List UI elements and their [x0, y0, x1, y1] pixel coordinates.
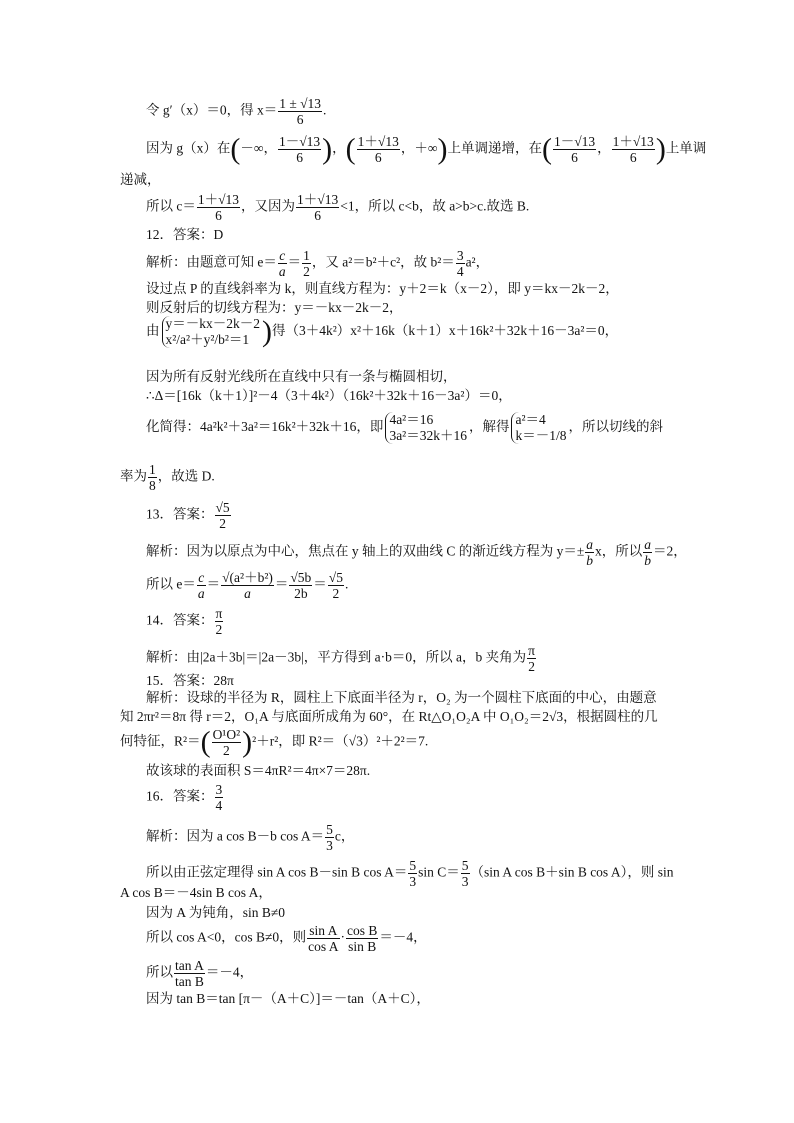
text: 故该球的表面积 S＝4πR²＝4π×7＝28π. [146, 763, 371, 778]
fraction [278, 248, 287, 279]
numerator: √(a²＋b²) [222, 570, 273, 585]
answer-heading [146, 227, 223, 243]
numerator: 1＋√13 [612, 134, 654, 149]
numerator: tan A [175, 958, 204, 973]
text: ＝－4， [379, 929, 427, 945]
text: 由 [146, 323, 160, 339]
fraction [215, 500, 231, 531]
denominator: 2 [215, 622, 223, 637]
text: ∴Δ＝[16k（k＋1）]²－4（3＋4k²）（16k²＋32k＋16－3a²）＝0， [146, 388, 512, 403]
text: 得（3＋4k²）x²＋16k（k＋1）x＋16k²＋32k＋16－3a²＝0， [272, 323, 619, 339]
text: ＝2， [653, 543, 687, 559]
text-line [146, 763, 370, 779]
fraction [527, 643, 536, 674]
denominator: b [586, 553, 594, 568]
text: 上单调 [665, 140, 707, 156]
numerator: a [586, 537, 594, 552]
fraction [289, 570, 312, 601]
fraction [215, 782, 224, 813]
numerator: sin A [307, 923, 339, 939]
denominator: tan B [175, 974, 204, 989]
text-line [146, 248, 489, 279]
numerator: √5 [215, 500, 230, 515]
fraction [307, 923, 339, 954]
text: sin C＝ [418, 864, 460, 880]
equation-system [385, 412, 467, 444]
fraction [212, 727, 242, 758]
text-line [146, 958, 253, 989]
denominator: 6 [296, 112, 304, 127]
text: A cos B＝－4sin B cos A， [120, 885, 272, 900]
denominator: b [644, 553, 652, 568]
text: 13．答案： [146, 506, 214, 522]
numerator: c [279, 248, 286, 263]
text-line [146, 822, 354, 853]
text: 则反射后的切线方程为：y＝－kx－2k－2， [146, 300, 403, 315]
denominator: 3 [326, 838, 333, 853]
text-line [146, 281, 619, 297]
text: c， [334, 828, 355, 844]
numerator: 1 [303, 248, 310, 263]
text: 解析：由|2a＋3b|＝|2a－3b|，平方得到 a·b＝0，所以 a，b 夹角为 [146, 649, 527, 665]
numerator: 5 [326, 822, 333, 837]
fraction [215, 606, 224, 637]
text-line: 所以 e＝ $\frac{c}{a}$ ＝ $\frac{\text{√(a²＋b²)}}{a}$ ＝ $\frac{√5b}{2b}$ ＝ $\frac{√5}{2}$ . [146, 570, 349, 601]
denominator: 2 [219, 516, 226, 531]
text-line [120, 172, 161, 188]
text: 所以 [146, 964, 173, 980]
numerator: c [198, 570, 205, 585]
text: 率为 [120, 468, 147, 484]
text: 所以 c＝ [146, 198, 196, 214]
text: ＝ [287, 254, 302, 270]
fraction [221, 570, 274, 601]
text-line [146, 690, 657, 706]
text: x，所以 [595, 543, 643, 559]
denominator: a [197, 586, 205, 601]
fraction [346, 923, 378, 954]
text: 令 g′（x）＝0，得 x＝ [146, 102, 278, 118]
denominator: 3 [461, 874, 469, 889]
text-line [120, 709, 658, 725]
denominator: 6 [314, 208, 321, 223]
text-line: 令 g′（x）＝0，得 x＝ $\frac{1 \pm √13}{6}$ . [146, 96, 327, 127]
text-line [146, 300, 403, 316]
text: 上单调递增，在 [447, 140, 542, 156]
numerator: 1＋√13 [357, 134, 399, 149]
text: ²＋r²，即 R²＝（√3）²＋2²＝7. [252, 733, 429, 749]
denominator: a [278, 264, 286, 279]
text-line: 由 y＝－kx－2k－2 x²/a²＋y²/b²＝1 )得（3＋4k²）x²＋16k（k＋1）x＋16k²＋32k＋16－3a²＝0， [146, 315, 619, 348]
numerator: 5 [409, 858, 417, 873]
text: 14．答案： [146, 612, 214, 628]
text: ，又因为 [241, 198, 296, 214]
denominator: 6 [296, 150, 303, 165]
denominator: 6 [629, 150, 637, 165]
text-line [146, 412, 663, 444]
text-line [146, 537, 687, 568]
fraction [357, 134, 400, 165]
numerator: cos B [347, 923, 378, 938]
fraction [553, 134, 596, 165]
numerator: 5 [461, 858, 469, 873]
text-line [146, 369, 457, 385]
text-line [146, 905, 285, 921]
denominator: 4 [456, 264, 464, 279]
denominator: 8 [149, 478, 156, 493]
text: ，所以切线的斜 [568, 419, 663, 435]
fraction [461, 858, 470, 889]
text: 12．答案：D [146, 227, 224, 242]
fraction [585, 537, 594, 568]
text: 因为 tan B＝tan [π－（A＋C）]＝－tan（A＋C）， [146, 991, 430, 1006]
numerator: 3 [456, 248, 464, 263]
text: 因为 g（x）在 [146, 140, 231, 156]
numerator: 1－√13 [553, 134, 596, 149]
equation: a²＝4 [515, 412, 546, 427]
text: <1，所以 c<b，故 a>b>c.故选 B. [340, 198, 530, 214]
text-line [146, 643, 537, 674]
numerator: 3 [215, 782, 223, 797]
numerator: 1＋√13 [297, 192, 339, 207]
text: ，＋∞ [400, 140, 438, 156]
text-line [120, 885, 272, 901]
denominator: 4 [215, 798, 223, 813]
text: 化简得：4a²k²＋3a²＝16k²＋32k＋16，即 [146, 419, 384, 435]
denominator: 6 [374, 150, 382, 165]
fraction [302, 248, 311, 279]
numerator: O¹O² [212, 727, 241, 742]
text: 因为 A 为钝角，sin B≠0 [146, 905, 286, 920]
text: 解析：设球的半径为 R，圆柱上下底面半径为 r，O₂ 为一个圆柱下底面的中心，由题意 [146, 690, 657, 705]
text: 递减， [120, 172, 161, 187]
text-line: 所以 cos A<0，cos B≠0，则 $\frac{\text{sin A}}{\text{cos A}}$ · $\frac{\text{cos B}}{\text{sin B}}$ ＝－4， [146, 923, 427, 954]
answer-heading [146, 782, 224, 813]
text: 解析：由题意可知 e＝ [146, 254, 277, 270]
fraction [197, 192, 240, 223]
numerator: 1 [149, 462, 156, 477]
fraction [612, 134, 655, 165]
equation: 4a²＝16 [389, 412, 434, 427]
text: 16．答案： [146, 788, 214, 804]
denominator: 6 [571, 150, 578, 165]
text: 解析：因为以原点为中心，焦点在 y 轴上的双曲线 C 的渐近线方程为 y＝± [146, 543, 585, 559]
text-line [120, 462, 215, 493]
numerator: a [644, 537, 652, 552]
numerator: 1 ± √13 [279, 96, 322, 111]
equation-system [511, 412, 566, 444]
fraction [148, 462, 157, 493]
text-line [146, 192, 529, 223]
fraction [643, 537, 652, 568]
numerator: π [215, 606, 223, 621]
denominator: 3 [409, 874, 417, 889]
fraction [325, 822, 334, 853]
text: ，故选 D. [157, 468, 215, 484]
numerator: π [528, 643, 535, 658]
fraction [174, 958, 205, 989]
denominator: 2 [303, 264, 310, 279]
denominator: sin B [348, 939, 377, 954]
text: 解析：因为 a cos B－b cos A＝ [146, 828, 325, 844]
denominator: 2 [332, 586, 340, 601]
numerator: 1－√13 [279, 134, 321, 149]
denominator: a [244, 586, 251, 601]
answer-heading [146, 673, 234, 689]
fraction [408, 858, 417, 889]
text: 15．答案：28π [146, 673, 234, 688]
equation: x²/a²＋y²/b²＝1 [165, 332, 250, 347]
text: ＝－4， [205, 964, 254, 980]
text-line: 因为 g（x）在(－∞， $\frac{1-√13}{6}$ )，( $\frac{1+√13}{6}$ ，＋∞)上单调递增，在( $\frac{1-√13}{6}$ ， $\frac{1+√13}{6}$ )上单调 [146, 132, 707, 166]
fraction [456, 248, 465, 279]
denominator: 2b [294, 586, 308, 601]
text: 所以由正弦定理得 sin A cos B－sin B cos A＝ [146, 864, 408, 880]
numerator: √5b [290, 570, 312, 585]
text: 知 2πr²＝8π 得 r＝2，O₁A 与底面所成角为 60°，在 Rt△O₁O₂A 中 O₁O₂＝2√3，根据圆柱的几 [120, 709, 658, 724]
fraction [197, 570, 206, 601]
text-line [146, 388, 512, 404]
denominator: cos A [308, 939, 339, 954]
text-line: 何特征，R²＝( $\frac{\text{O¹O²}}{2}$ )²＋r²，即 R²＝（√3）²＋2²＝7. [120, 725, 429, 759]
text: 所以 e＝ [146, 576, 196, 592]
text: 因为所有反射光线所在直线中只有一条与椭圆相切， [146, 369, 457, 384]
text: a²， [465, 254, 490, 270]
fraction [278, 134, 321, 165]
denominator: 2 [528, 659, 535, 674]
equation: k＝－1/8 [515, 428, 567, 443]
text: ，又 a²＝b²＋c²，故 b²＝ [311, 254, 455, 270]
text: －∞， [240, 140, 277, 156]
answer-heading [146, 606, 224, 637]
denominator: 2 [222, 743, 230, 758]
text: 所以 cos A<0，cos B≠0，则 [146, 929, 307, 945]
answer-heading [146, 500, 232, 531]
fraction [296, 192, 339, 223]
text: 何特征，R²＝ [120, 733, 201, 749]
equation: y＝－kx－2k－2 [165, 316, 260, 331]
numerator: √5 [328, 570, 343, 585]
numerator: 1＋√13 [197, 192, 240, 207]
fraction [278, 96, 322, 127]
text-line [146, 991, 430, 1007]
text: （sin A cos B＋sin B cos A），则 sin [470, 864, 674, 880]
text: ，解得 [468, 419, 510, 435]
denominator: 6 [215, 208, 222, 223]
equation: 3a²＝32k＋16 [389, 428, 467, 443]
equation-system [162, 316, 261, 348]
text: 设过点 P 的直线斜率为 k，则直线方程为：y＋2＝k（x－2），即 y＝kx－2k－2， [146, 281, 619, 296]
fraction [328, 570, 344, 601]
